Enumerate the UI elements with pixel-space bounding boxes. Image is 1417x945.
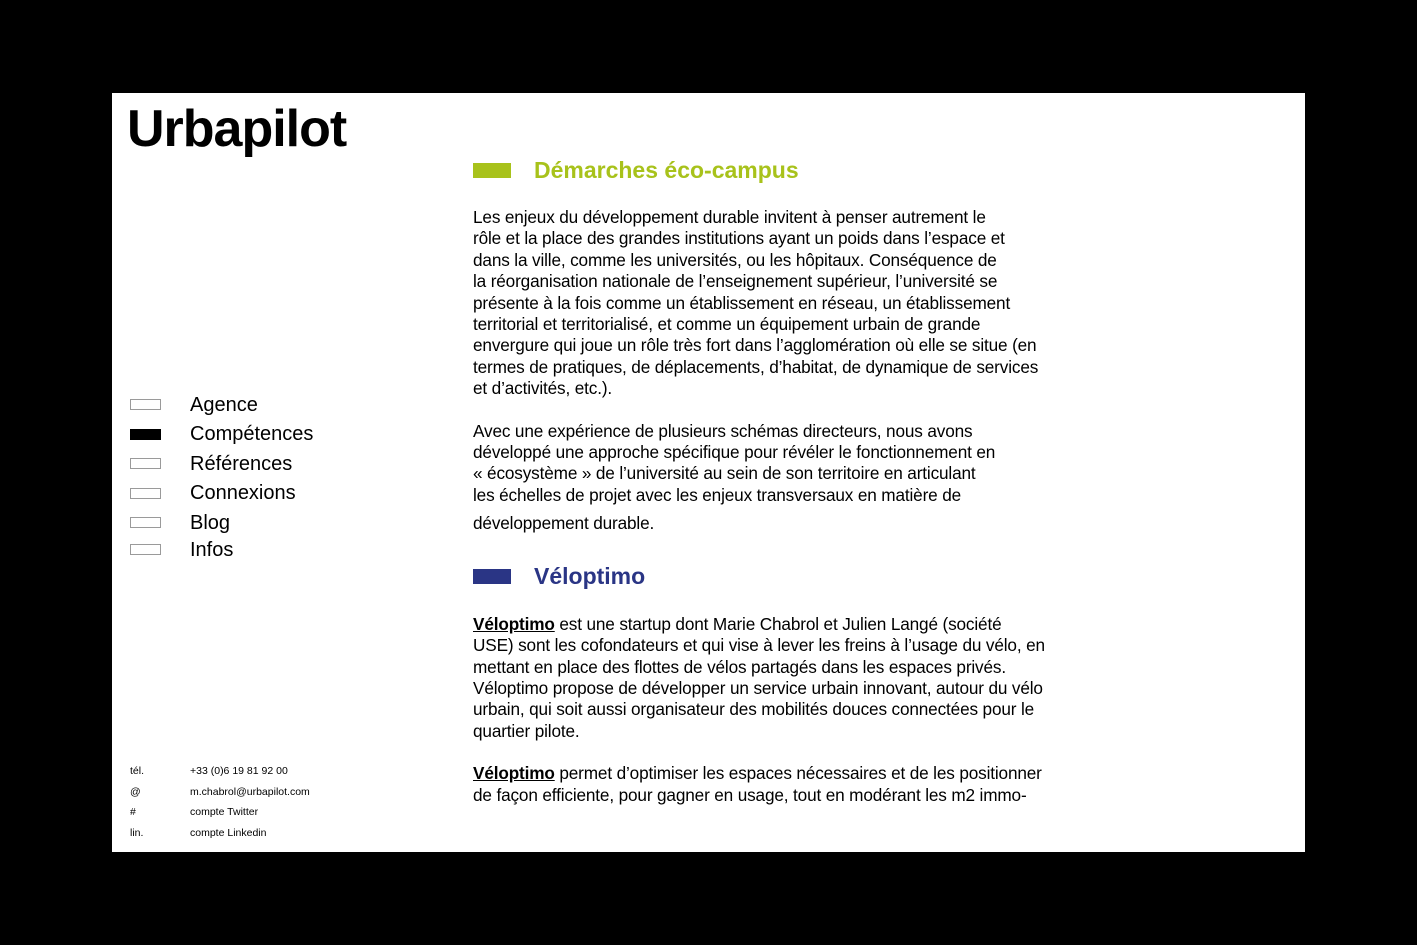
nav-item-label: Blog (190, 511, 231, 534)
section-eco-campus (473, 155, 1113, 535)
text-line: mettant en place des flottes de vélos partagés dans les espaces privés. (473, 656, 1006, 677)
contact-block (130, 761, 310, 843)
contact-email-row (130, 782, 310, 803)
text-line: urbain, qui soit aussi organisateur des mobilités douces connectées pour le (473, 699, 1035, 720)
contact-phone[interactable]: +33 (0)6 19 81 92 00 (190, 765, 288, 777)
veloptimo-link[interactable]: Véloptimo (473, 763, 555, 784)
site-logo[interactable]: Urbapilot (127, 100, 347, 158)
section-paragraph (473, 614, 1113, 742)
text-line: présente à la fois comme un établissement en réseau, un établissement (473, 292, 1011, 313)
section-paragraph (473, 207, 1113, 400)
nav-marker (130, 517, 161, 528)
section-paragraph (473, 421, 1113, 535)
nav-marker (130, 544, 161, 555)
text-line: dans la ville, comme les universités, ou les hôpitaux. Conséquence de (473, 249, 997, 270)
nav-item-infos[interactable] (130, 538, 390, 562)
section-paragraph (473, 763, 1113, 806)
text-line: Véloptimo propose de développer un service urbain innovant, autour du vélo (473, 677, 1043, 698)
section-heading (473, 562, 1113, 592)
contact-linkedin-key: lin. (130, 826, 144, 839)
main-nav (130, 390, 390, 562)
veloptimo-link[interactable]: Véloptimo (473, 613, 555, 634)
text-line: termes de pratiques, de déplacements, d’habitat, de dynamique de services (473, 356, 1039, 377)
text-line: développement durable. (473, 513, 655, 534)
text-line: « écosystème » de l’université au sein de son territoire en articulant (473, 463, 976, 484)
text-line: les échelles de projet avec les enjeux transversaux en matière de (473, 484, 962, 505)
text-line: Les enjeux du développement durable invitent à penser autrement le (473, 207, 986, 227)
nav-marker (130, 458, 161, 469)
text-line: et d’activités, etc.). (473, 378, 613, 399)
text-line: USE) sont les cofondateurs et qui vise à lever les freins à l’usage du vélo, en (473, 635, 1045, 656)
main-content (473, 155, 1113, 806)
contact-linkedin-link[interactable]: compte Linkedin (190, 826, 267, 839)
text-line: quartier pilote. (473, 720, 580, 741)
nav-marker (130, 399, 161, 410)
text-line: envergure qui joue un rôle très fort dans l’agglomération où elle se situe (en (473, 335, 1037, 356)
nav-item-references[interactable] (130, 449, 390, 479)
text-line: Avec une expérience de plusieurs schémas directeurs, nous avons (473, 420, 973, 441)
nav-marker (130, 488, 161, 499)
contact-twitter-row (130, 802, 310, 823)
section-accent-bar (473, 569, 511, 584)
nav-item-label: Connexions (190, 482, 296, 505)
text-line: rôle et la place des grandes institutions ayant un poids dans l’espace et (473, 228, 1005, 249)
text-line (473, 763, 1113, 784)
nav-item-blog[interactable] (130, 508, 390, 538)
contact-email-key: @ (130, 785, 141, 798)
text-line: territorial et territorialisé, et comme un équipement urbain de grande (473, 314, 981, 335)
section-title: Démarches éco-campus (534, 156, 799, 183)
nav-item-connexions[interactable] (130, 479, 390, 509)
contact-phone-row (130, 761, 310, 782)
section-accent-bar (473, 163, 511, 178)
page (112, 93, 1305, 852)
nav-item-competences[interactable] (130, 420, 390, 450)
contact-twitter-key: # (130, 806, 136, 818)
text-line (473, 614, 1113, 635)
nav-item-label: Infos (190, 538, 234, 561)
contact-linkedin-row (130, 823, 310, 844)
contact-email-link[interactable]: m.chabrol@urbapilot.com (190, 785, 310, 798)
contact-phone-key: tél. (130, 765, 145, 777)
nav-item-label: Références (190, 452, 293, 475)
nav-item-agence[interactable] (130, 390, 390, 420)
contact-twitter-link[interactable]: compte Twitter (190, 806, 259, 818)
nav-item-label: Agence (190, 393, 258, 416)
text-line: développé une approche spécifique pour révéler le fonctionnement en (473, 442, 996, 463)
section-veloptimo (473, 562, 1113, 806)
text-run: permet d’optimiser les espaces nécessaires et de les positionner (554, 763, 1042, 784)
text-run: est une startup dont Marie Chabrol et Julien Langé (société (554, 613, 1002, 634)
text-line: la réorganisation nationale de l’enseignement supérieur, l’université se (473, 271, 998, 292)
nav-item-label: Compétences (190, 423, 314, 446)
section-title: Véloptimo (534, 563, 646, 590)
section-heading (473, 155, 1113, 185)
nav-marker-active (130, 429, 161, 440)
text-line: de façon efficiente, pour gagner en usage, tout en modérant les m2 immo- (473, 784, 1027, 805)
